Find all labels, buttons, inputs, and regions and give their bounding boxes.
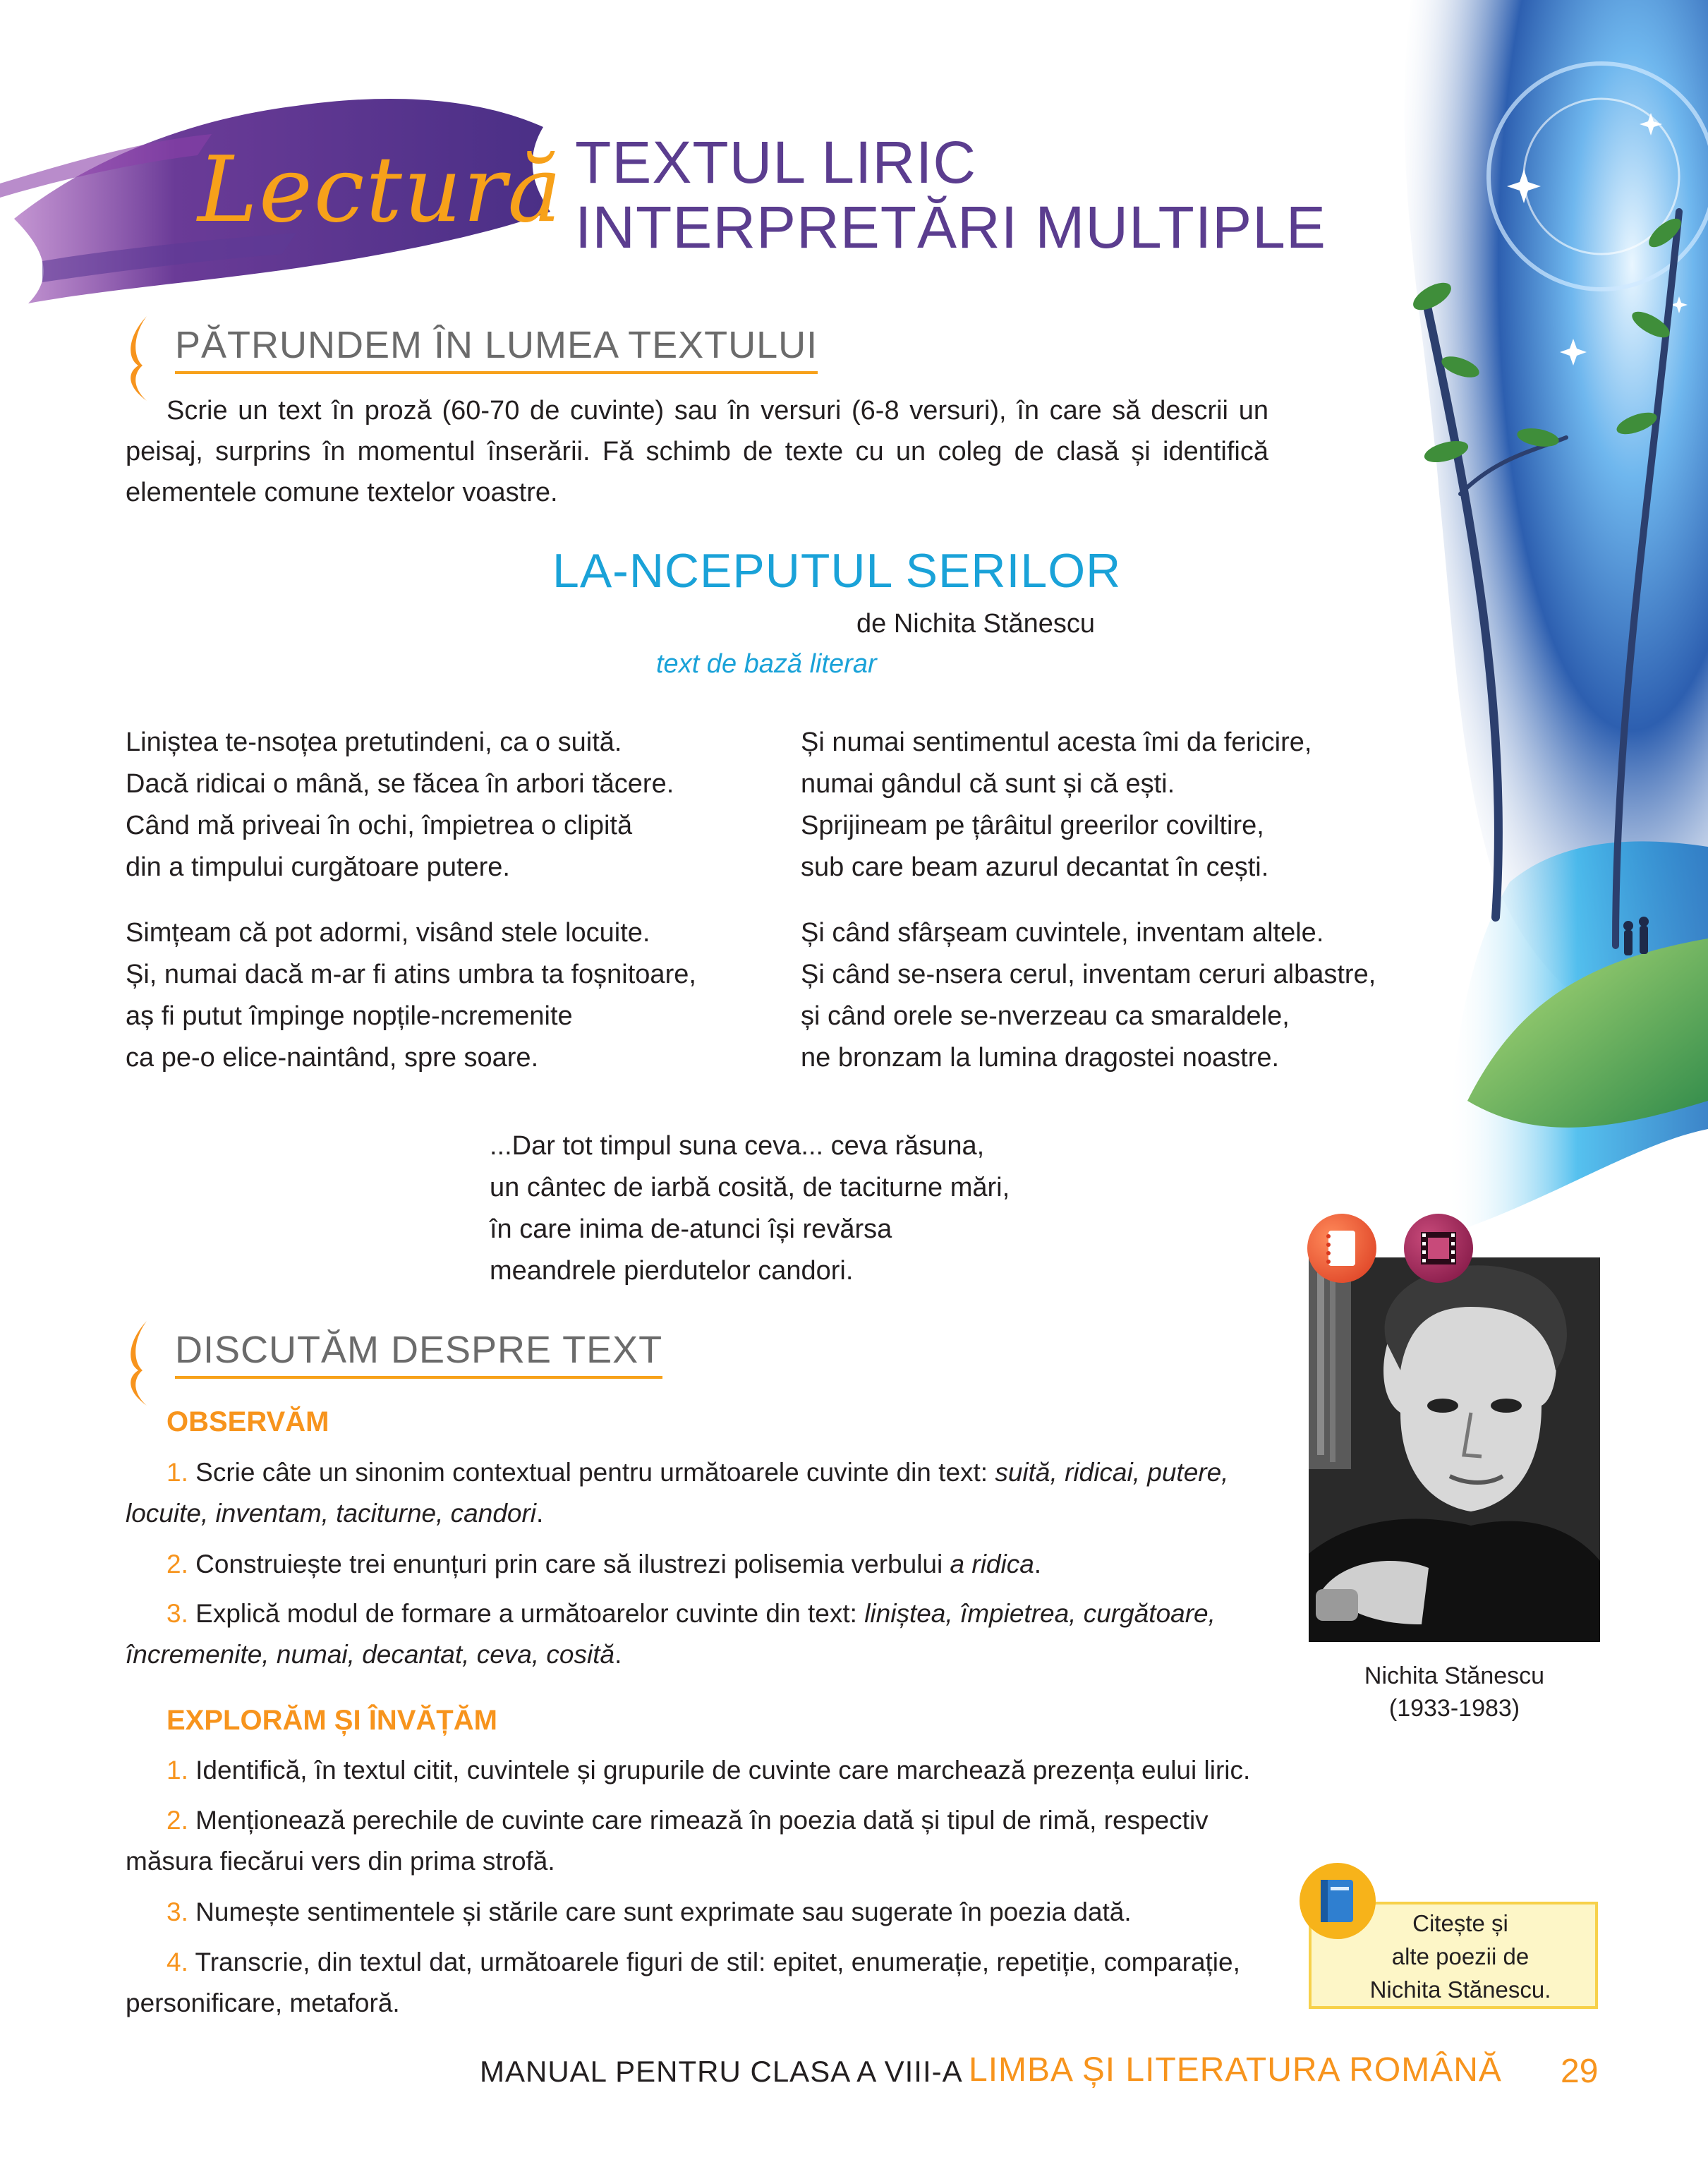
verse: meandrele pierdutelor candori.	[490, 1256, 854, 1286]
instruction-paragraph: Scrie un text în proză (60-70 de cuvinte) sau în versuri (6-8 versuri), în care să descrii un peisaj, surprins în momentul înserării. Fă schimb de texte cu un coleg de clasă și identifică elementele comune textelor voastre.	[126, 396, 1268, 507]
section-label: Lectură	[198, 138, 563, 243]
question-exploram-4: 4. Transcrie, din textul dat, următoarele figuri de stil: epitet, enumerație, repetiție, comparație, personificare, metaforă.	[126, 1948, 1240, 2017]
portrait-silhouette-icon	[1309, 1257, 1600, 1642]
stanza-2	[126, 912, 696, 1079]
subheading-observam: OBSERVĂM	[166, 1406, 329, 1437]
verse: Și când sfârșeam cuvintele, inventam altele.	[801, 918, 1324, 948]
chapter-title-line2: INTERPRETĂRI MULTIPLE	[575, 194, 1326, 260]
verse: Dacă ridicai o mână, se făcea în arbori tăcere.	[126, 769, 674, 799]
footer-manual-label: MANUAL PENTRU CLASA A VIII-A	[480, 2055, 963, 2088]
section-marker-icon	[121, 316, 150, 401]
verse: Și numai sentimentul acesta îmi da fericire,	[801, 728, 1312, 757]
caption-name: Nichita Stănescu	[1364, 1662, 1545, 1689]
caption-years: (1933-1983)	[1388, 1695, 1520, 1722]
question-observam-1: 1. Scrie câte un sinonim contextual pentru următoarele cuvinte din text: suită, ridicai, putere, locuite, inventam, taciturne, candori.	[126, 1458, 1229, 1528]
verse: sub care beam azurul decantat în cești.	[801, 852, 1269, 882]
footer-subject: LIMBA ȘI LITERATURA ROMÂNĂ	[969, 2051, 1502, 2089]
question-observam-3: 3. Explică modul de formare a următoarelor cuvinte din text: liniștea, împietrea, curgătoare, încremenite, numai, decantat, ceva, cosită.	[126, 1599, 1216, 1669]
verse: și când orele se-nverzeau ca smaraldele,	[801, 1001, 1290, 1031]
verse: ca pe-o elice-naintând, spre soare.	[126, 1043, 539, 1073]
verse: ...Dar tot timpul suna ceva... ceva răsuna,	[490, 1131, 985, 1161]
film-icon[interactable]	[1404, 1214, 1473, 1283]
section-heading-reading: PĂTRUNDEM ÎN LUMEA TEXTULUI	[175, 326, 818, 374]
section-heading-discussion: DISCUTĂM DESPRE TEXT	[175, 1331, 662, 1379]
stanza-3	[801, 722, 1312, 888]
verse: aș fi putut împinge nopțile-ncremenite	[126, 1001, 573, 1031]
verse: Și, numai dacă m-ar fi atins umbra ta foșnitoare,	[126, 960, 696, 989]
poem-type: text de bază literar	[656, 649, 877, 679]
verse: Liniștea te-nsoțea pretutindeni, ca o suită.	[126, 728, 622, 757]
question-exploram-2: 2. Menționează perechile de cuvinte care rimează în poezia dată și tipul de rimă, respectiv măsura fiecărui vers din prima strofă.	[126, 1806, 1209, 1876]
verse: Și când se-nsera cerul, inventam ceruri albastre,	[801, 960, 1376, 989]
verse: Când mă priveai în ochi, împietrea o clipită	[126, 811, 633, 840]
tip-line: alte poezii de	[1391, 1943, 1530, 1969]
stanza-5	[490, 1125, 1010, 1292]
page-number: 29	[1561, 2053, 1599, 2090]
chapter-title-line1: TEXTUL LIRIC	[575, 129, 976, 195]
tip-line: Nichita Stănescu.	[1369, 1976, 1551, 2003]
tip-line: Citește și	[1412, 1910, 1508, 1936]
question-exploram-1: 1. Identifică, în textul citit, cuvintele și grupurile de cuvinte care marchează prezența eului liric.	[166, 1756, 1251, 1785]
verse: Sprijineam pe țârâitul greerilor coviltire,	[801, 811, 1264, 840]
question-exploram-3: 3. Numește sentimentele și stările care sunt exprimate sau sugerate în poezia dată.	[166, 1897, 1132, 1926]
stanza-1	[126, 722, 674, 888]
decorative-night-illustration	[1284, 0, 1708, 1270]
subheading-exploram: EXPLORĂM ȘI ÎNVĂȚĂM	[166, 1705, 497, 1736]
verse: în care inima de-atunci își revărsa	[490, 1214, 892, 1244]
reading-tip-text	[1326, 1907, 1594, 2006]
verse: din a timpului curgătoare putere.	[126, 852, 510, 882]
notebook-icon[interactable]	[1307, 1214, 1376, 1283]
verse: un cântec de iarbă cosită, de taciturne mări,	[490, 1173, 1010, 1202]
question-observam-2: 2. Construiește trei enunțuri prin care să ilustrezi polisemia verbului a ridica.	[166, 1550, 1042, 1579]
verse: ne bronzam la lumina dragostei noastre.	[801, 1043, 1280, 1073]
verse: Simțeam că pot adormi, visând stele locuite.	[126, 918, 650, 948]
portrait-caption	[1309, 1660, 1600, 1725]
portrait-photo	[1309, 1257, 1600, 1642]
section-marker-icon	[121, 1321, 150, 1406]
poem-title: LA-NCEPUTUL SERILOR	[552, 544, 1122, 598]
verse: numai gândul că sunt și că ești.	[801, 769, 1175, 799]
stanza-4	[801, 912, 1376, 1079]
poem-author: de Nichita Stănescu	[856, 609, 1095, 639]
